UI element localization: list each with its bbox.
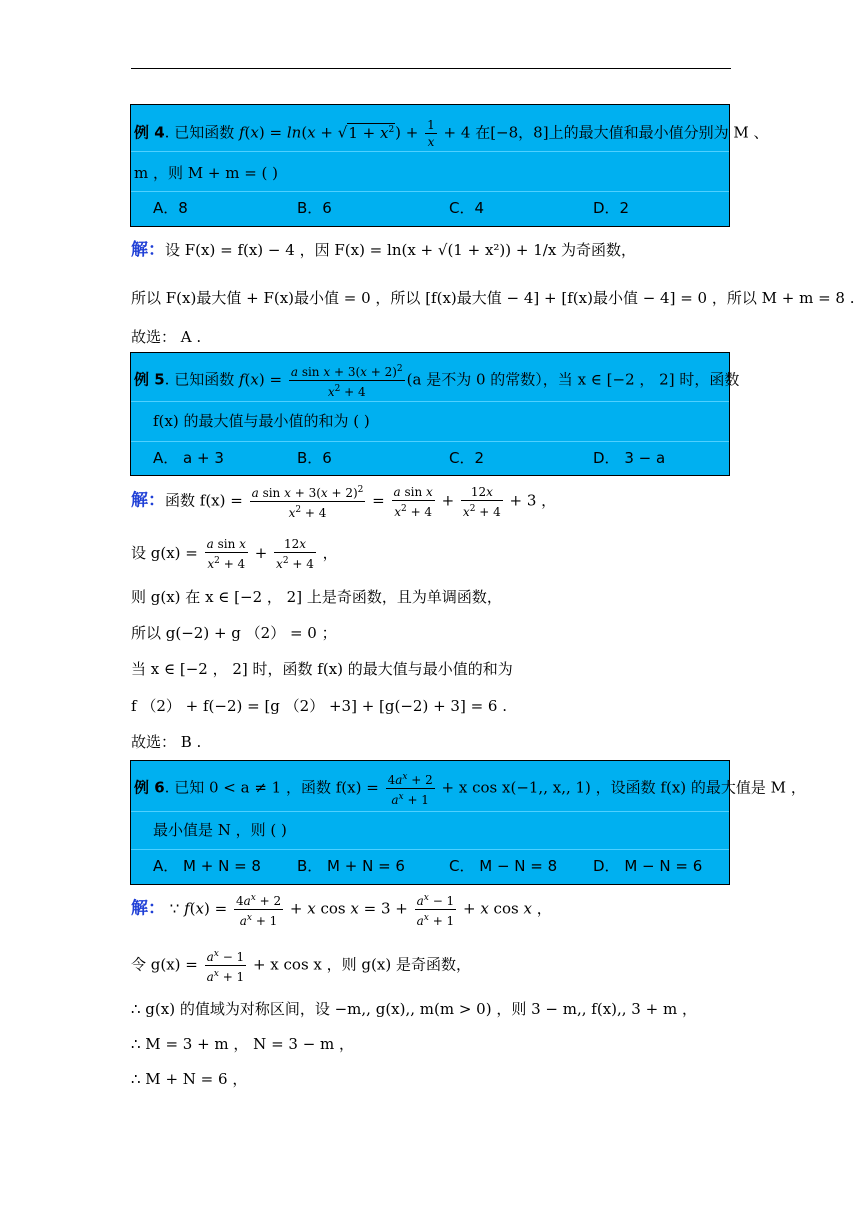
solution-line: 故选： A . xyxy=(131,328,202,346)
option-a: A． M + N = 8 xyxy=(153,857,261,875)
solution-line: 故选： B . xyxy=(131,733,202,751)
solution-line: f （2） + f(−2) = [g （2） +3] + [g(−2) + 3] = 6 . xyxy=(131,697,507,715)
example-6-question-box: 例 6. 已知 0 < a ≠ 1 ，函数 f(x) = $\frac{4a^x + 2}{a^x + 1}$ + x cos x(−1,, x,, 1) ，设函数 f(x) 的最大值是 M ， 最小值是 N ，则 ( ) A． M + N = 8 B． M + N = 6 C． M − N = 8 D． M − N = 6 xyxy=(130,760,730,885)
solution-line: 函数 f(x) = xyxy=(165,491,248,510)
option-c: C．4 xyxy=(449,199,485,217)
question-text: + x cos x(−1,, x,, 1) ，设函数 f(x) 的最大值是 M ， xyxy=(436,778,806,797)
example-label: 例 4 xyxy=(134,123,165,142)
question-text: 最小值是 N ，则 ( ) xyxy=(153,821,287,839)
option-a: A． a + 3 xyxy=(153,449,224,467)
solution-label: 解： xyxy=(131,490,165,511)
solution-line: 设 F(x) = f(x) − 4 ，因 F(x) = ln(x + √(1 + x²)) + 1/x 为奇函数， xyxy=(165,241,637,259)
question-text: . 已知函数 xyxy=(164,370,239,389)
solution-label: 解： xyxy=(131,898,165,919)
solution-line: 当 x ∈ [−2 ， 2] 时，函数 f(x) 的最大值与最小值的和为 xyxy=(131,660,513,678)
solution-line: + x cos x ，则 g(x) 是奇函数， xyxy=(248,955,471,974)
question-text: m ，则 M + m = ( ) xyxy=(134,164,279,182)
option-b: B．6 xyxy=(297,449,332,467)
solution-line: 令 g(x) = xyxy=(131,955,203,974)
example-label: 例 6 xyxy=(134,778,165,797)
question-text: (a 是不为 0 的常数），当 x ∈ [−2 ， 2] 时，函数 xyxy=(406,370,740,389)
option-c: C．2 xyxy=(449,449,485,467)
solution-line: ∴ M = 3 + m ， N = 3 − m ， xyxy=(131,1035,355,1053)
question-text: . 已知函数 xyxy=(164,123,239,142)
solution-line: 则 g(x) 在 x ∈ [−2 ， 2] 上是奇函数，且为单调函数， xyxy=(131,588,502,606)
option-b: B． M + N = 6 xyxy=(297,857,405,875)
header-rule xyxy=(131,68,731,69)
option-d: D． M − N = 6 xyxy=(593,857,703,875)
solution-line: ∴ M + N = 6 ， xyxy=(131,1070,248,1088)
question-text: f(x) 的最大值与最小值的和为 ( ) xyxy=(153,412,370,430)
question-text: 在[−8，8]上的最大值和最小值分别为 M 、 xyxy=(470,123,769,142)
example-5-question-box: 例 5. 已知函数 f(x) = $\frac{a \sin x + 3(x + 2)^2}{x^2 + 4}$ (a 是不为 0 的常数），当 x ∈ [−2 ， 2] 时，函数 f(x) 的最大值与最小值的和为 ( ) A． a + 3 B．6 C．2 D． 3 − a xyxy=(130,352,730,476)
example-label: 例 5 xyxy=(134,370,165,389)
option-d: D．2 xyxy=(593,199,630,217)
option-d: D． 3 − a xyxy=(593,449,666,467)
option-b: B．6 xyxy=(297,199,332,217)
question-text: . 已知 0 < a ≠ 1 ，函数 f(x) = xyxy=(164,778,384,797)
solution-label: 解： xyxy=(131,240,165,260)
option-c: C． M − N = 8 xyxy=(449,857,558,875)
solution-line: 设 g(x) = xyxy=(131,544,203,562)
option-a: A．8 xyxy=(153,199,188,217)
solution-line: 所以 F(x)最大值 + F(x)最小值 = 0 ，所以 [f(x)最大值 − 4] + [f(x)最小值 − 4] = 0 ，所以 M + m = 8 . xyxy=(131,289,855,307)
example-4-question-box: 例 4. 已知函数 $f(x) = \ln(x + √1 + x^2)$ + $\frac{1}{x}$ + 4 在[−8，8]上的最大值和最小值分别为 M 、 m ，则 M + m = ( ) A．8 B．6 C．4 D．2 xyxy=(130,104,730,227)
solution-line: 所以 g(−2) + g （2） = 0 ； xyxy=(131,624,337,642)
solution-line: ∴ g(x) 的值域为对称区间，设 −m,, g(x),, m(m > 0) ，则 3 − m,, f(x),, 3 + m ， xyxy=(131,1000,697,1018)
